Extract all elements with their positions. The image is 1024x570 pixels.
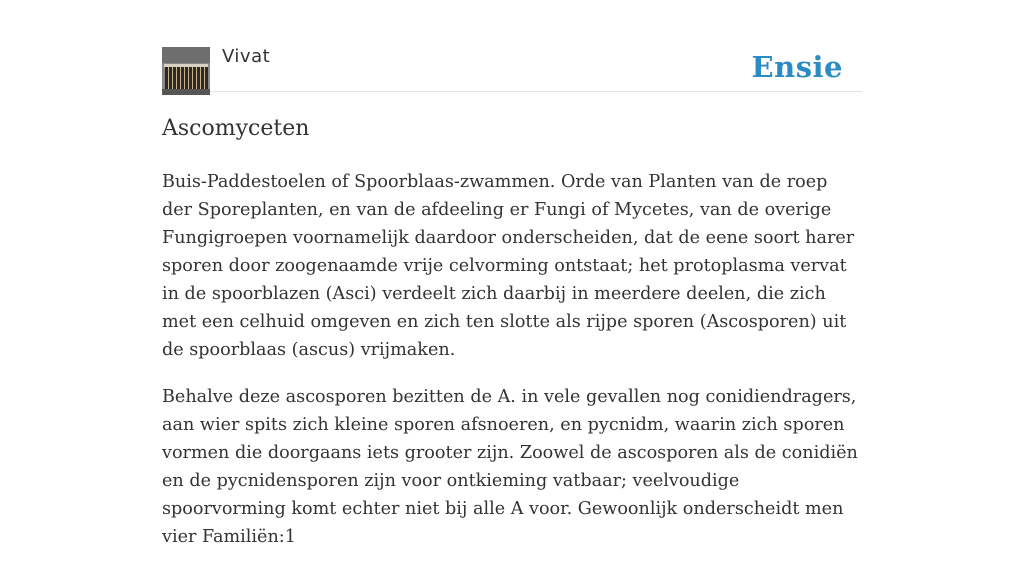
- page: [162, 0, 862, 547]
- header: [162, 0, 862, 92]
- paragraph: Buis-Paddestoelen of Spoorblaas-zwammen. Orde van Planten van de roep der Sporeplanten, en van de afdeeling er Fungi of Mycetes, van de overige Fungigroepen voornamelijk daardoor onderscheiden, dat de eene soort harer sporen door zoogenaamde vrije celvorming ontstaat; het protoplasma vervat in de spoorblazen (Asci) verdeelt zich daarbij in meerdere deelen, die zich met een celhuid omgeven en zich ten slotte als rijpe sporen (Ascosporen) uit de spoorblaas (ascus) vrijmaken.: [162, 172, 855, 360]
- paragraph: Behalve deze ascosporen bezitten de A. in vele gevallen nog conidiendragers, aan wier spits zich kleine sporen afsnoeren, en pycnidm, waarin zich sporen vormen die doorgaans iets grooter zijn. Zoowel de ascosporen als de conidiën en de pycnidensporen zijn voor ontkieming vatbaar; veelvoudige spoorvorming komt echter niet bij alle A voor. Gewoonlijk onderscheidt men vier Familiën:1: [162, 387, 858, 547]
- books-photo-icon[interactable]: [162, 47, 210, 95]
- ensie-logo[interactable]: Ensie: [751, 50, 843, 84]
- article-body: [162, 168, 862, 570]
- author-name[interactable]: Vivat: [222, 46, 271, 67]
- page-title: Ascomyceten: [162, 116, 310, 141]
